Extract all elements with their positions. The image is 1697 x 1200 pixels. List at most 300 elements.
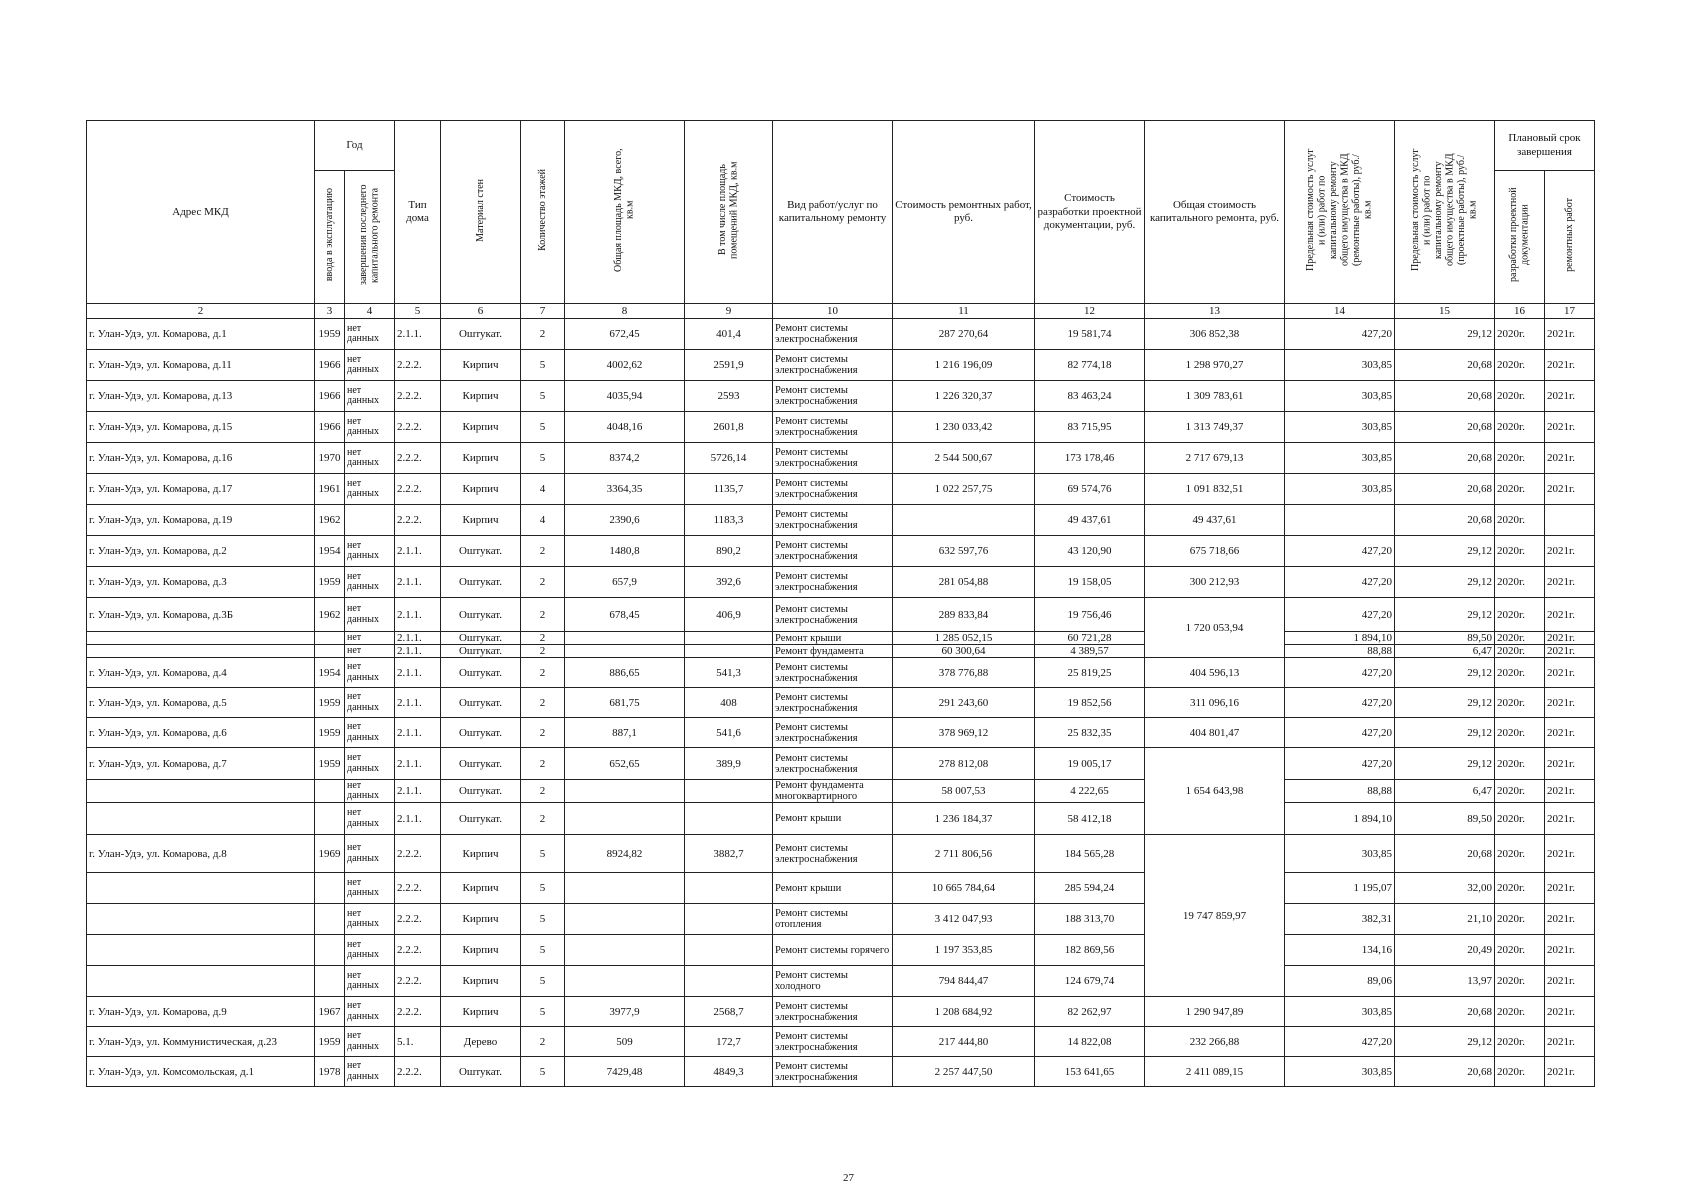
limit-repair-cell: 1 195,07 bbox=[1285, 873, 1395, 904]
deadline-repair-cell: 2021г. bbox=[1545, 1027, 1595, 1057]
deadline-design-cell: 2020г. bbox=[1495, 904, 1545, 935]
premises-area-cell: 541,6 bbox=[685, 718, 773, 748]
design-cost-cell: 19 852,56 bbox=[1035, 688, 1145, 718]
work-type-cell: Ремонт системы электроснабжения bbox=[773, 598, 893, 632]
total-cost-cell: 675 718,66 bbox=[1145, 536, 1285, 567]
column-number: 4 bbox=[345, 304, 395, 319]
floors-cell: 2 bbox=[521, 632, 565, 645]
address-cell: г. Улан-Удэ, ул. Комарова, д.17 bbox=[87, 474, 315, 505]
floors-cell: 2 bbox=[521, 718, 565, 748]
deadline-repair-cell: 2021г. bbox=[1545, 935, 1595, 966]
table-row bbox=[87, 835, 1595, 873]
work-type-cell: Ремонт крыши bbox=[773, 873, 893, 904]
limit-design-cell: 29,12 bbox=[1395, 567, 1495, 598]
total-area-cell bbox=[565, 803, 685, 835]
deadline-design-cell: 2020г. bbox=[1495, 873, 1545, 904]
work-type-cell: Ремонт системы электроснабжения bbox=[773, 474, 893, 505]
repair-cost-cell: 10 665 784,64 bbox=[893, 873, 1035, 904]
premises-area-cell: 408 bbox=[685, 688, 773, 718]
address-cell bbox=[87, 645, 315, 658]
table-row bbox=[87, 935, 1595, 966]
limit-repair-cell: 1 894,10 bbox=[1285, 803, 1395, 835]
total-area-cell: 4035,94 bbox=[565, 381, 685, 412]
limit-design-cell: 20,68 bbox=[1395, 381, 1495, 412]
total-cost-cell: 1 654 643,98 bbox=[1145, 748, 1285, 835]
limit-design-cell: 20,68 bbox=[1395, 443, 1495, 474]
design-cost-cell: 19 581,74 bbox=[1035, 319, 1145, 350]
floors-cell: 2 bbox=[521, 536, 565, 567]
table-row bbox=[87, 904, 1595, 935]
last-repair-cell: нет данных bbox=[345, 688, 395, 718]
header-deadline: Плановый срок завершения bbox=[1495, 121, 1595, 171]
wall-cell: Оштукат. bbox=[441, 536, 521, 567]
last-repair-cell: нет данных bbox=[345, 443, 395, 474]
premises-area-cell: 401,4 bbox=[685, 319, 773, 350]
last-repair-cell: нет данных bbox=[345, 474, 395, 505]
floors-cell: 2 bbox=[521, 319, 565, 350]
house-type-cell: 2.1.1. bbox=[395, 658, 441, 688]
deadline-design-cell: 2020г. bbox=[1495, 536, 1545, 567]
repair-cost-cell: 1 236 184,37 bbox=[893, 803, 1035, 835]
header-design-cost: Стоимость разработки проектной документации, руб. bbox=[1035, 121, 1145, 304]
design-cost-cell: 25 819,25 bbox=[1035, 658, 1145, 688]
premises-area-cell: 389,9 bbox=[685, 748, 773, 780]
deadline-repair-cell: 2021г. bbox=[1545, 632, 1595, 645]
table-row bbox=[87, 319, 1595, 350]
table-row bbox=[87, 474, 1595, 505]
premises-area-cell: 4849,3 bbox=[685, 1057, 773, 1087]
wall-cell: Оштукат. bbox=[441, 598, 521, 632]
house-type-cell: 5.1. bbox=[395, 1027, 441, 1057]
total-area-cell: 7429,48 bbox=[565, 1057, 685, 1087]
table-row bbox=[87, 536, 1595, 567]
total-cost-cell: 306 852,38 bbox=[1145, 319, 1285, 350]
limit-repair-cell: 427,20 bbox=[1285, 319, 1395, 350]
wall-cell: Оштукат. bbox=[441, 1057, 521, 1087]
design-cost-cell: 83 715,95 bbox=[1035, 412, 1145, 443]
limit-repair-cell: 1 894,10 bbox=[1285, 632, 1395, 645]
address-cell: г. Улан-Удэ, ул. Комарова, д.6 bbox=[87, 718, 315, 748]
total-area-cell bbox=[565, 935, 685, 966]
deadline-repair-cell: 2021г. bbox=[1545, 658, 1595, 688]
total-area-cell: 509 bbox=[565, 1027, 685, 1057]
limit-repair-cell: 134,16 bbox=[1285, 935, 1395, 966]
wall-cell: Оштукат. bbox=[441, 567, 521, 598]
total-area-cell: 652,65 bbox=[565, 748, 685, 780]
address-cell: г. Улан-Удэ, ул. Комарова, д.3Б bbox=[87, 598, 315, 632]
deadline-repair-cell: 2021г. bbox=[1545, 598, 1595, 632]
premises-area-cell bbox=[685, 645, 773, 658]
year-cell: 1970 bbox=[315, 443, 345, 474]
header-total-cost: Общая стоимость капитального ремонта, руб. bbox=[1145, 121, 1285, 304]
work-type-cell: Ремонт системы электроснабжения bbox=[773, 1027, 893, 1057]
deadline-repair-cell: 2021г. bbox=[1545, 381, 1595, 412]
deadline-repair-cell: 2021г. bbox=[1545, 780, 1595, 803]
work-type-cell: Ремонт крыши bbox=[773, 803, 893, 835]
deadline-design-cell: 2020г. bbox=[1495, 966, 1545, 997]
year-cell bbox=[315, 966, 345, 997]
table-row bbox=[87, 688, 1595, 718]
repair-cost-cell: 2 257 447,50 bbox=[893, 1057, 1035, 1087]
limit-repair-cell: 427,20 bbox=[1285, 567, 1395, 598]
last-repair-cell: нет данных bbox=[345, 966, 395, 997]
deadline-design-cell: 2020г. bbox=[1495, 567, 1545, 598]
repair-cost-cell: 378 776,88 bbox=[893, 658, 1035, 688]
total-area-cell: 657,9 bbox=[565, 567, 685, 598]
design-cost-cell: 19 756,46 bbox=[1035, 598, 1145, 632]
table-row bbox=[87, 350, 1595, 381]
column-number: 15 bbox=[1395, 304, 1495, 319]
house-type-cell: 2.2.2. bbox=[395, 412, 441, 443]
limit-repair-cell: 382,31 bbox=[1285, 904, 1395, 935]
column-number: 11 bbox=[893, 304, 1035, 319]
deadline-repair-cell: 2021г. bbox=[1545, 803, 1595, 835]
year-cell bbox=[315, 803, 345, 835]
total-area-cell: 681,75 bbox=[565, 688, 685, 718]
limit-design-cell: 21,10 bbox=[1395, 904, 1495, 935]
limit-repair-cell: 427,20 bbox=[1285, 688, 1395, 718]
deadline-repair-cell: 2021г. bbox=[1545, 645, 1595, 658]
limit-design-cell: 32,00 bbox=[1395, 873, 1495, 904]
header-premises-area: В том числе площадь помещений МКД, кв.м bbox=[685, 121, 773, 304]
column-number: 17 bbox=[1545, 304, 1595, 319]
year-cell bbox=[315, 935, 345, 966]
premises-area-cell: 2601,8 bbox=[685, 412, 773, 443]
column-number: 8 bbox=[565, 304, 685, 319]
deadline-repair-cell: 2021г. bbox=[1545, 966, 1595, 997]
table-row bbox=[87, 748, 1595, 780]
repair-cost-cell: 1 230 033,42 bbox=[893, 412, 1035, 443]
deadline-repair-cell: 2021г. bbox=[1545, 997, 1595, 1027]
floors-cell: 2 bbox=[521, 567, 565, 598]
header-year-last-repair: завершения последнего капитального ремонта bbox=[345, 171, 395, 304]
repair-cost-cell: 378 969,12 bbox=[893, 718, 1035, 748]
repair-cost-cell: 632 597,76 bbox=[893, 536, 1035, 567]
house-type-cell: 2.1.1. bbox=[395, 598, 441, 632]
year-cell bbox=[315, 873, 345, 904]
limit-design-cell: 20,68 bbox=[1395, 474, 1495, 505]
total-area-cell: 886,65 bbox=[565, 658, 685, 688]
work-type-cell: Ремонт системы электроснабжения bbox=[773, 688, 893, 718]
last-repair-cell: нет данных bbox=[345, 319, 395, 350]
total-cost-cell: 404 596,13 bbox=[1145, 658, 1285, 688]
repair-cost-cell: 1 226 320,37 bbox=[893, 381, 1035, 412]
limit-design-cell: 29,12 bbox=[1395, 1027, 1495, 1057]
limit-repair-cell: 89,06 bbox=[1285, 966, 1395, 997]
table-row bbox=[87, 997, 1595, 1027]
design-cost-cell: 14 822,08 bbox=[1035, 1027, 1145, 1057]
column-number: 12 bbox=[1035, 304, 1145, 319]
premises-area-cell: 392,6 bbox=[685, 567, 773, 598]
year-cell: 1959 bbox=[315, 1027, 345, 1057]
year-cell: 1966 bbox=[315, 350, 345, 381]
year-cell: 1959 bbox=[315, 688, 345, 718]
premises-area-cell: 2568,7 bbox=[685, 997, 773, 1027]
design-cost-cell: 4 389,57 bbox=[1035, 645, 1145, 658]
house-type-cell: 2.1.1. bbox=[395, 632, 441, 645]
total-cost-cell: 2 411 089,15 bbox=[1145, 1057, 1285, 1087]
work-type-cell: Ремонт фундамента bbox=[773, 645, 893, 658]
column-number: 7 bbox=[521, 304, 565, 319]
address-cell: г. Улан-Удэ, ул. Комарова, д.4 bbox=[87, 658, 315, 688]
table-row bbox=[87, 598, 1595, 632]
header-year-commission: ввода в эксплуатацию bbox=[315, 171, 345, 304]
limit-repair-cell: 427,20 bbox=[1285, 718, 1395, 748]
limit-design-cell: 20,49 bbox=[1395, 935, 1495, 966]
last-repair-cell: нет данных bbox=[345, 935, 395, 966]
last-repair-cell: нет данных bbox=[345, 718, 395, 748]
floors-cell: 2 bbox=[521, 598, 565, 632]
floors-cell: 5 bbox=[521, 1057, 565, 1087]
address-cell bbox=[87, 935, 315, 966]
total-area-cell bbox=[565, 632, 685, 645]
total-area-cell: 2390,6 bbox=[565, 505, 685, 536]
design-cost-cell: 60 721,28 bbox=[1035, 632, 1145, 645]
house-type-cell: 2.2.2. bbox=[395, 904, 441, 935]
design-cost-cell: 19 158,05 bbox=[1035, 567, 1145, 598]
limit-design-cell: 20,68 bbox=[1395, 412, 1495, 443]
limit-design-cell: 20,68 bbox=[1395, 997, 1495, 1027]
house-type-cell: 2.1.1. bbox=[395, 645, 441, 658]
deadline-design-cell: 2020г. bbox=[1495, 319, 1545, 350]
year-cell bbox=[315, 904, 345, 935]
premises-area-cell: 541,3 bbox=[685, 658, 773, 688]
limit-design-cell: 29,12 bbox=[1395, 718, 1495, 748]
premises-area-cell bbox=[685, 780, 773, 803]
work-type-cell: Ремонт системы электроснабжения bbox=[773, 658, 893, 688]
premises-area-cell bbox=[685, 632, 773, 645]
house-type-cell: 2.1.1. bbox=[395, 567, 441, 598]
year-cell: 1966 bbox=[315, 381, 345, 412]
house-type-cell: 2.1.1. bbox=[395, 780, 441, 803]
total-area-cell bbox=[565, 904, 685, 935]
premises-area-cell: 5726,14 bbox=[685, 443, 773, 474]
repair-cost-cell bbox=[893, 505, 1035, 536]
limit-repair-cell: 88,88 bbox=[1285, 780, 1395, 803]
header-deadline-design: разработки проектной документации bbox=[1495, 171, 1545, 304]
table-row bbox=[87, 645, 1595, 658]
premises-area-cell bbox=[685, 935, 773, 966]
repair-cost-cell: 281 054,88 bbox=[893, 567, 1035, 598]
total-area-cell: 3364,35 bbox=[565, 474, 685, 505]
address-cell bbox=[87, 780, 315, 803]
total-cost-cell: 19 747 859,97 bbox=[1145, 835, 1285, 997]
premises-area-cell bbox=[685, 873, 773, 904]
floors-cell: 2 bbox=[521, 803, 565, 835]
premises-area-cell bbox=[685, 966, 773, 997]
total-area-cell: 887,1 bbox=[565, 718, 685, 748]
deadline-repair-cell bbox=[1545, 505, 1595, 536]
limit-design-cell: 6,47 bbox=[1395, 780, 1495, 803]
wall-cell: Кирпич bbox=[441, 412, 521, 443]
premises-area-cell bbox=[685, 803, 773, 835]
wall-cell: Оштукат. bbox=[441, 658, 521, 688]
deadline-design-cell: 2020г. bbox=[1495, 381, 1545, 412]
design-cost-cell: 173 178,46 bbox=[1035, 443, 1145, 474]
deadline-design-cell: 2020г. bbox=[1495, 803, 1545, 835]
limit-design-cell: 6,47 bbox=[1395, 645, 1495, 658]
table-row bbox=[87, 1057, 1595, 1087]
floors-cell: 5 bbox=[521, 935, 565, 966]
year-cell: 1959 bbox=[315, 748, 345, 780]
address-cell: г. Улан-Удэ, ул. Комарова, д.13 bbox=[87, 381, 315, 412]
column-number: 14 bbox=[1285, 304, 1395, 319]
floors-cell: 5 bbox=[521, 873, 565, 904]
deadline-design-cell: 2020г. bbox=[1495, 835, 1545, 873]
premises-area-cell: 1183,3 bbox=[685, 505, 773, 536]
header-deadline-repair: ремонтных работ bbox=[1545, 171, 1595, 304]
repair-cost-cell: 60 300,64 bbox=[893, 645, 1035, 658]
limit-design-cell: 89,50 bbox=[1395, 803, 1495, 835]
header-work-type: Вид работ/услуг по капитальному ремонту bbox=[773, 121, 893, 304]
deadline-design-cell: 2020г. bbox=[1495, 598, 1545, 632]
premises-area-cell bbox=[685, 904, 773, 935]
limit-design-cell: 20,68 bbox=[1395, 505, 1495, 536]
house-type-cell: 2.2.2. bbox=[395, 835, 441, 873]
last-repair-cell: нет данных bbox=[345, 567, 395, 598]
house-type-cell: 2.2.2. bbox=[395, 1057, 441, 1087]
address-cell: г. Улан-Удэ, ул. Комарова, д.11 bbox=[87, 350, 315, 381]
deadline-design-cell: 2020г. bbox=[1495, 780, 1545, 803]
deadline-repair-cell: 2021г. bbox=[1545, 718, 1595, 748]
floors-cell: 2 bbox=[521, 780, 565, 803]
repair-cost-cell: 1 208 684,92 bbox=[893, 997, 1035, 1027]
floors-cell: 2 bbox=[521, 688, 565, 718]
address-cell: г. Улан-Удэ, ул. Комарова, д.8 bbox=[87, 835, 315, 873]
design-cost-cell: 4 222,65 bbox=[1035, 780, 1145, 803]
premises-area-cell: 406,9 bbox=[685, 598, 773, 632]
total-cost-cell: 1 290 947,89 bbox=[1145, 997, 1285, 1027]
table-row bbox=[87, 803, 1595, 835]
repair-cost-cell: 289 833,84 bbox=[893, 598, 1035, 632]
column-number: 16 bbox=[1495, 304, 1545, 319]
floors-cell: 5 bbox=[521, 381, 565, 412]
repair-cost-cell: 278 812,08 bbox=[893, 748, 1035, 780]
address-cell: г. Улан-Удэ, ул. Комарова, д.7 bbox=[87, 748, 315, 780]
work-type-cell: Ремонт системы электроснабжения bbox=[773, 748, 893, 780]
header-floors: Количество этажей bbox=[521, 121, 565, 304]
year-cell: 1959 bbox=[315, 319, 345, 350]
page-number: 27 bbox=[843, 1172, 854, 1184]
design-cost-cell: 285 594,24 bbox=[1035, 873, 1145, 904]
total-cost-cell: 1 313 749,37 bbox=[1145, 412, 1285, 443]
column-number: 5 bbox=[395, 304, 441, 319]
limit-design-cell: 29,12 bbox=[1395, 688, 1495, 718]
deadline-repair-cell: 2021г. bbox=[1545, 474, 1595, 505]
column-number: 13 bbox=[1145, 304, 1285, 319]
work-type-cell: Ремонт системы электроснабжения bbox=[773, 1057, 893, 1087]
total-cost-cell: 1 298 970,27 bbox=[1145, 350, 1285, 381]
wall-cell: Оштукат. bbox=[441, 718, 521, 748]
deadline-design-cell: 2020г. bbox=[1495, 412, 1545, 443]
floors-cell: 2 bbox=[521, 658, 565, 688]
total-area-cell bbox=[565, 780, 685, 803]
design-cost-cell: 82 262,97 bbox=[1035, 997, 1145, 1027]
year-cell bbox=[315, 632, 345, 645]
limit-design-cell: 29,12 bbox=[1395, 319, 1495, 350]
total-cost-cell: 1 309 783,61 bbox=[1145, 381, 1285, 412]
design-cost-cell: 69 574,76 bbox=[1035, 474, 1145, 505]
total-area-cell: 8374,2 bbox=[565, 443, 685, 474]
header-total-area: Общая площадь МКД, всего, кв.м bbox=[565, 121, 685, 304]
last-repair-cell: нет данных bbox=[345, 350, 395, 381]
table-row bbox=[87, 632, 1595, 645]
deadline-design-cell: 2020г. bbox=[1495, 645, 1545, 658]
wall-cell: Оштукат. bbox=[441, 319, 521, 350]
deadline-repair-cell: 2021г. bbox=[1545, 873, 1595, 904]
limit-design-cell: 89,50 bbox=[1395, 632, 1495, 645]
design-cost-cell: 182 869,56 bbox=[1035, 935, 1145, 966]
limit-design-cell: 20,68 bbox=[1395, 350, 1495, 381]
wall-cell: Кирпич bbox=[441, 966, 521, 997]
premises-area-cell: 2593 bbox=[685, 381, 773, 412]
limit-repair-cell: 303,85 bbox=[1285, 350, 1395, 381]
deadline-design-cell: 2020г. bbox=[1495, 443, 1545, 474]
floors-cell: 2 bbox=[521, 748, 565, 780]
repair-cost-cell: 794 844,47 bbox=[893, 966, 1035, 997]
total-cost-cell: 300 212,93 bbox=[1145, 567, 1285, 598]
address-cell bbox=[87, 904, 315, 935]
design-cost-cell: 19 005,17 bbox=[1035, 748, 1145, 780]
wall-cell: Оштукат. bbox=[441, 780, 521, 803]
table-row bbox=[87, 718, 1595, 748]
wall-cell: Кирпич bbox=[441, 443, 521, 474]
limit-repair-cell: 303,85 bbox=[1285, 381, 1395, 412]
repair-cost-cell: 1 022 257,75 bbox=[893, 474, 1035, 505]
design-cost-cell: 25 832,35 bbox=[1035, 718, 1145, 748]
year-cell: 1978 bbox=[315, 1057, 345, 1087]
wall-cell: Кирпич bbox=[441, 381, 521, 412]
deadline-design-cell: 2020г. bbox=[1495, 474, 1545, 505]
column-number: 6 bbox=[441, 304, 521, 319]
deadline-repair-cell: 2021г. bbox=[1545, 567, 1595, 598]
deadline-repair-cell: 2021г. bbox=[1545, 350, 1595, 381]
last-repair-cell: нет данных bbox=[345, 598, 395, 632]
total-area-cell: 678,45 bbox=[565, 598, 685, 632]
total-cost-cell: 1 720 053,94 bbox=[1145, 598, 1285, 658]
table-row bbox=[87, 966, 1595, 997]
work-type-cell: Ремонт системы электроснабжения bbox=[773, 381, 893, 412]
house-type-cell: 2.2.2. bbox=[395, 350, 441, 381]
limit-repair-cell: 427,20 bbox=[1285, 748, 1395, 780]
floors-cell: 5 bbox=[521, 966, 565, 997]
limit-repair-cell: 427,20 bbox=[1285, 598, 1395, 632]
house-type-cell: 2.2.2. bbox=[395, 443, 441, 474]
design-cost-cell: 184 565,28 bbox=[1035, 835, 1145, 873]
table-row bbox=[87, 505, 1595, 536]
floors-cell: 2 bbox=[521, 645, 565, 658]
column-number: 3 bbox=[315, 304, 345, 319]
limit-repair-cell: 427,20 bbox=[1285, 1027, 1395, 1057]
last-repair-cell: нет данных bbox=[345, 997, 395, 1027]
floors-cell: 5 bbox=[521, 835, 565, 873]
wall-cell: Кирпич bbox=[441, 835, 521, 873]
column-numbers-row bbox=[87, 304, 1595, 319]
deadline-design-cell: 2020г. bbox=[1495, 632, 1545, 645]
house-type-cell: 2.1.1. bbox=[395, 718, 441, 748]
deadline-design-cell: 2020г. bbox=[1495, 1057, 1545, 1087]
work-type-cell: Ремонт системы электроснабжения bbox=[773, 443, 893, 474]
last-repair-cell: нет bbox=[345, 632, 395, 645]
limit-repair-cell: 427,20 bbox=[1285, 536, 1395, 567]
table-row bbox=[87, 412, 1595, 443]
deadline-repair-cell: 2021г. bbox=[1545, 443, 1595, 474]
last-repair-cell: нет данных bbox=[345, 835, 395, 873]
last-repair-cell: нет данных bbox=[345, 748, 395, 780]
wall-cell: Оштукат. bbox=[441, 645, 521, 658]
year-cell: 1959 bbox=[315, 718, 345, 748]
column-number: 2 bbox=[87, 304, 315, 319]
